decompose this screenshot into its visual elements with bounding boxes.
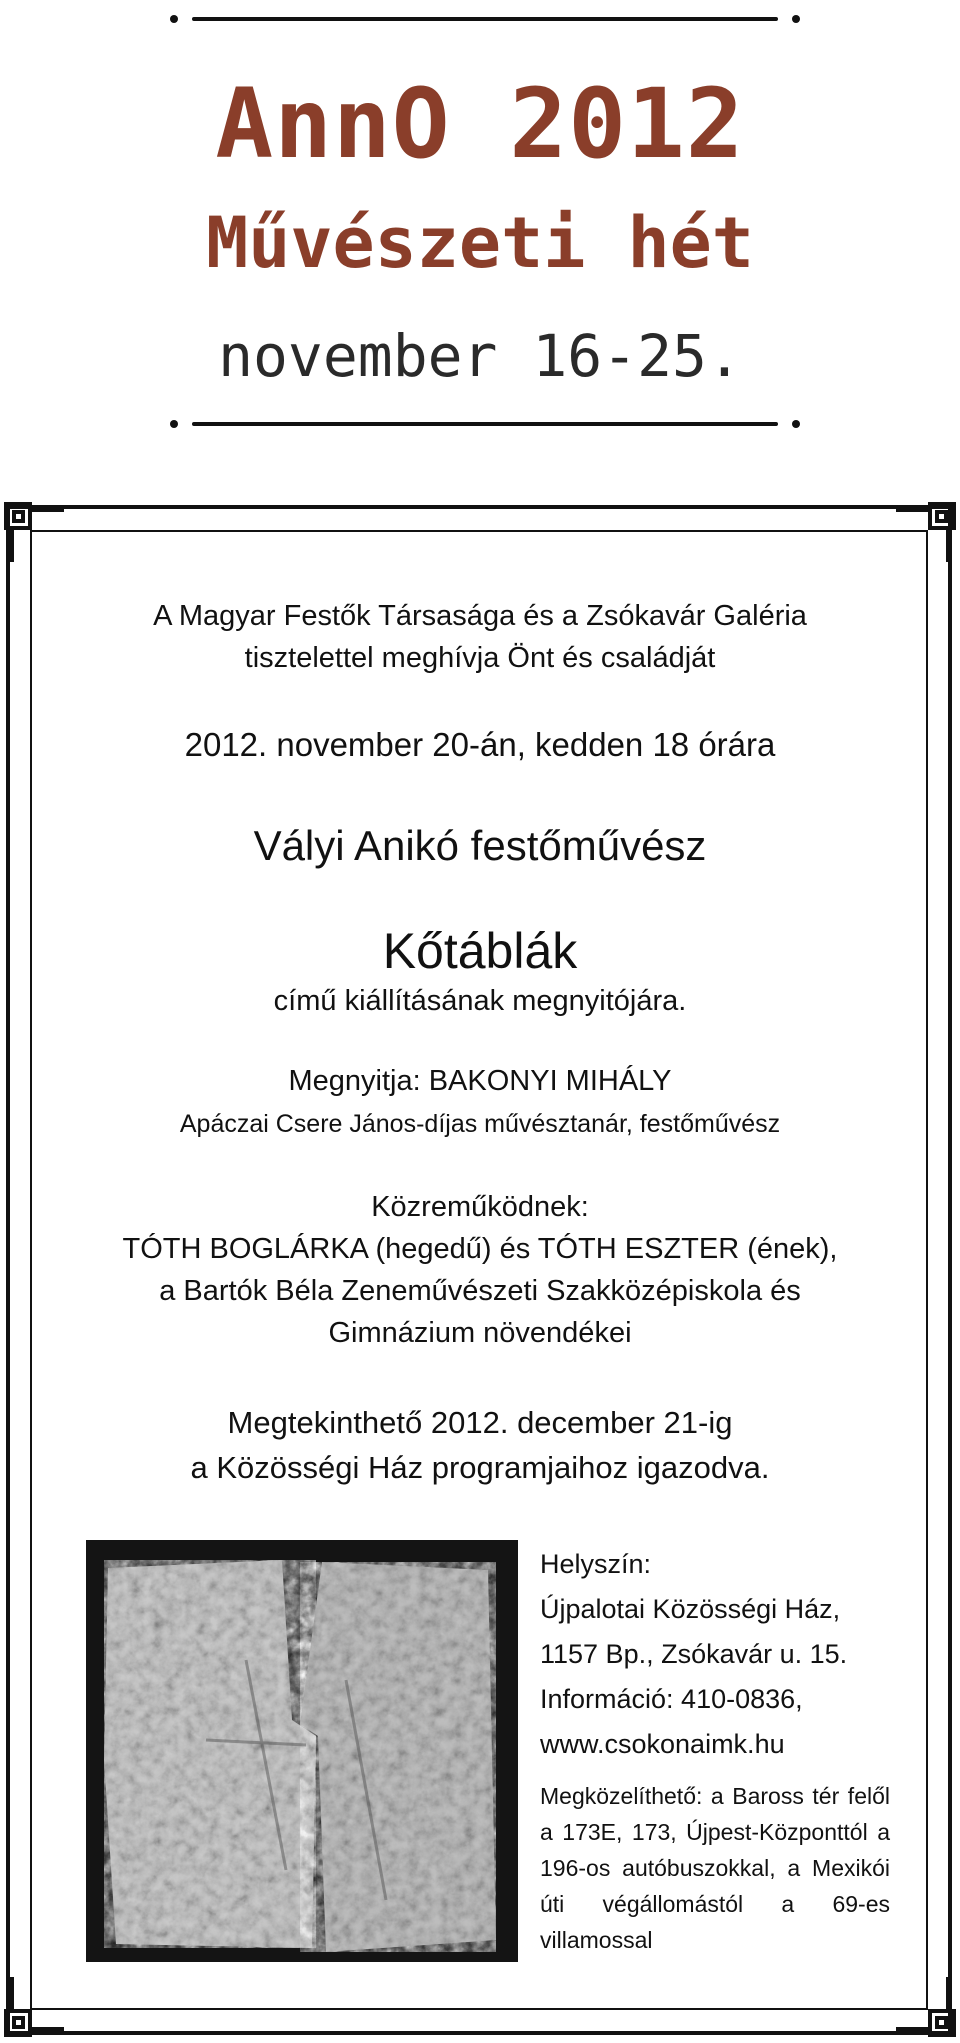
header-top-rule [170,14,800,24]
exhibition-title: Kőtáblák [382,923,578,979]
venue-phone: Információ: 410-0836, [540,1684,803,1714]
exhibition-subtitle: című kiállításának megnyitójára. [273,985,687,1017]
venue-address: 1157 Bp., Zsókavár u. 15. [540,1639,848,1669]
header-dates: november 16-25. [218,322,742,390]
access-info: Megközelíthető: a Baross tér felől a 173E, 173, Újpest-Központtól a 196-os autóbuszokkal, a Mexikói úti végállomástól a 69-es villamossal [540,1783,890,1953]
venue-info [540,1542,910,1767]
venue-name: Újpalotai Közösségi Ház, [540,1594,841,1624]
viewing-until: Megtekinthető 2012. december 21-ig [227,1405,733,1440]
header-title: AnnO 2012 [215,68,745,180]
invitation-intro: A Magyar Festők Társasága és a Zsókavár Galéria tisztelettel meghívja Önt és családját [153,600,807,674]
venue-label: Helyszín: [540,1549,652,1579]
frame-corner-ornament [2,500,66,564]
performers-school: a Bartók Béla Zeneművészeti Szakközépiskola és Gimnázium növendékei [159,1275,801,1349]
artwork-image [86,1540,518,1962]
performers-names: TÓTH BOGLÁRKA (hegedű) és TÓTH ESZTER (ének), [122,1233,838,1265]
venue-website: www.csokonaimk.hu [540,1729,785,1759]
event-date: 2012. november 20-án, kedden 18 órára [184,726,776,763]
opener-description: Apáczai Csere János-díjas művésztanár, festőművész [179,1110,781,1138]
performers-block [40,1186,920,1354]
header-bottom-rule [170,419,800,429]
performers-heading: Közreműködnek: [371,1191,589,1223]
frame-corner-ornament [2,1975,66,2039]
header-subtitle: Művészeti hét [206,202,754,284]
opener: Megnyitja: BAKONYI MIHÁLY [288,1065,672,1097]
frame-corner-ornament [894,500,958,564]
viewing-hours: a Közösségi Ház programjaihoz igazodva. [190,1450,770,1485]
viewing-info [40,1400,920,1490]
artist-name: Vályi Anikó festőművész [253,822,707,869]
frame-corner-ornament [894,1975,958,2039]
